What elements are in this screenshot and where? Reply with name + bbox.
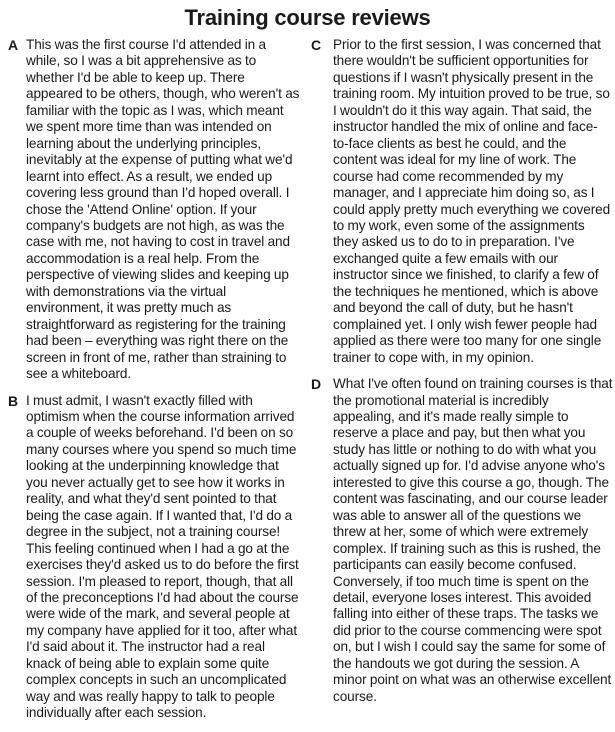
review-letter: A <box>8 37 19 53</box>
review-c <box>309 37 613 366</box>
right-column <box>309 37 613 715</box>
review-letter: B <box>8 392 19 409</box>
page-title: Training course reviews <box>184 5 431 30</box>
review-a <box>0 37 302 383</box>
review-letter: C <box>311 37 322 53</box>
review-text: What I've often found on training courses is that the promotional material is incredibly appealing, and it's made really simple to reserve a place and pay, but then what you study has little or nothing to do with what you actually signed up for. I'd advise anyone who's interested to give this course a go, though. The content was fascinating, and our course leader was able to answer all of the questions we threw at her, some of which were extremely complex. If training such as this is rushed, the participants can easily become confused. Conversely, if too much time is spent on the detail, everyone loses interest. This avoided falling into either of these traps. The tasks we did prior to the course commencing were spot on, but I wish I could say the same for some of the handouts we got during the session. A minor point on what was an otherwise excellent course. <box>333 376 613 704</box>
review-text: I must admit, I wasn't exactly filled with optimism when the course information arrived a couple of weeks beforehand. I'd been on so many courses where you spend so much time looking at the underpinning knowledge that you never actually get to see how it works in reality, and what they'd sent pointed to that being the case again. If I wanted that, I'd do a degree in the subject, not a training course! This feeling continued when I had a go at the exercises they'd asked us to do before the first session. I'm pleased to report, though, that all of the preconceptions I'd had about the course were wide of the mark, and several people at my company have applied for it too, after what I'd said about it. The instructor had a real knack of being able to explain some quite complex concepts in such an uncomplicated way and was really happy to talk to people individually after each session. <box>26 392 299 721</box>
left-column <box>0 37 302 732</box>
review-text: This was the first course I'd attended in a while, so I was a bit apprehensive as to whether I'd be able to keep up. There appeared to be others, though, who weren't as familiar with the topic as I was, which meant we spent more time than was intended on learning about the underlying principles, inevitably at the expense of putting what we'd learnt into effect. As a result, we ended up covering less ground than I'd hoped overall. I chose the 'Attend Online' option. If your company's budgets are not high, as was the case with me, not having to cost in travel and accommodation is a real help. From the perspective of viewing slides and keeping up with demonstrations via the virtual environment, it was pretty much as straightforward as registering for the training had been – everything was right there on the screen in front of me, rather than straining to see a whiteboard. <box>26 37 300 382</box>
review-d <box>309 376 613 705</box>
review-b <box>0 393 302 722</box>
review-letter: D <box>311 376 322 393</box>
review-text: Prior to the first session, I was concerned that there wouldn't be sufficient opportunities for questions if I wasn't physically present in the training room. My intuition proved to be true, so I wouldn't do it this way again. That said, the instructor handled the mix of online and face-to-face clients as best he could, and the content was ideal for my line of work. The course had come recommended by my manager, and I appreciate him doing so, as I could apply pretty much everything we covered to my work, even some of the assignments they asked us to do to in preparation. I've exchanged quite a few emails with our instructor since we finished, to clarify a few of the techniques he mentioned, which is above and beyond the call of duty, but he hasn't complained yet. I only wish fewer people had applied as there were too many for one single trainer to cope with, in my opinion. <box>333 37 611 365</box>
